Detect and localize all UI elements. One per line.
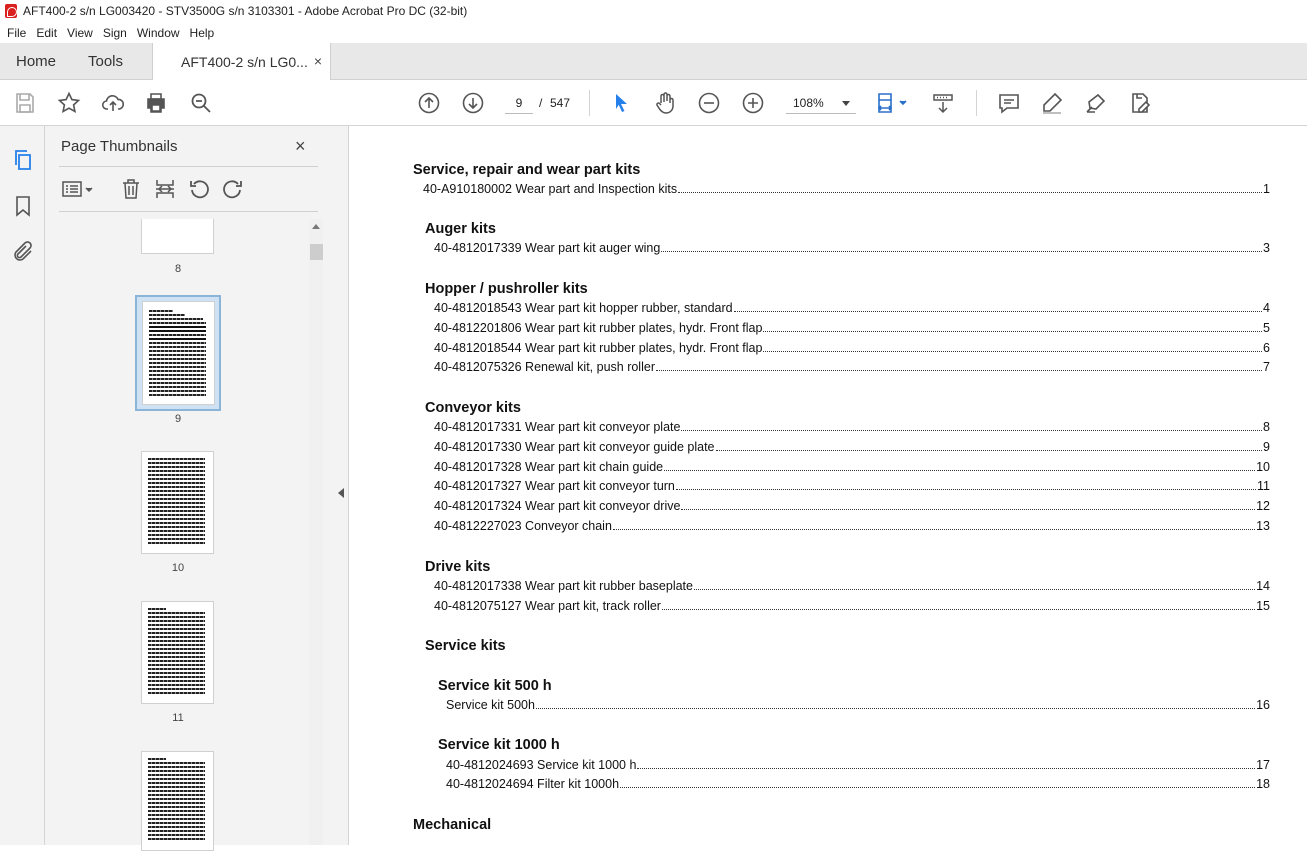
toc-page-number: 8 <box>1263 420 1270 434</box>
toc-leader-dots <box>763 331 1262 332</box>
thumbnail-page-number: 9 <box>174 413 182 425</box>
toc-page-number: 13 <box>1256 519 1270 533</box>
toc-entry[interactable] <box>434 499 1270 513</box>
toc-page-number: 15 <box>1256 599 1270 613</box>
toc-page-number: 6 <box>1263 341 1270 355</box>
toc-leader-dots <box>536 708 1255 709</box>
toc-entry[interactable] <box>434 360 1270 374</box>
main-toolbar <box>0 80 1307 126</box>
toc-leader-dots <box>681 430 1262 431</box>
page-number-input[interactable]: 9 <box>505 92 533 114</box>
zoom-search-icon[interactable] <box>189 91 213 115</box>
toc-leader-dots <box>661 251 1262 252</box>
toc-page-number: 12 <box>1256 499 1270 513</box>
tab-document[interactable] <box>152 43 331 81</box>
toc-entry[interactable] <box>434 579 1270 593</box>
toc-entry[interactable] <box>434 599 1270 613</box>
zoom-out-icon[interactable] <box>697 91 721 115</box>
menu-file[interactable]: File <box>7 25 27 40</box>
toc-entry-title: 40-4812024694 Filter kit 1000h <box>446 777 620 791</box>
toc-leader-dots <box>734 311 1262 312</box>
toc-page-number: 7 <box>1263 360 1270 374</box>
highlight-pen-icon[interactable] <box>1040 91 1064 115</box>
toc-entry-title: 40-4812075326 Renewal kit, push roller <box>434 360 655 374</box>
toc-heading: Drive kits <box>425 559 491 575</box>
extract-pages-icon[interactable] <box>154 178 176 200</box>
toc-page-number: 11 <box>1257 479 1270 493</box>
upload-cloud-icon[interactable] <box>101 91 125 115</box>
toc-entry-title: 40-4812018543 Wear part kit hopper rubber, standard <box>434 301 733 315</box>
toc-leader-dots <box>763 351 1262 352</box>
page-separator: / <box>539 96 543 110</box>
toc-leader-dots <box>716 450 1263 451</box>
page-thumbnails-panel <box>45 126 333 845</box>
select-cursor-icon[interactable] <box>609 91 633 115</box>
toc-entry-title: 40-4812017330 Wear part kit conveyor guide plate <box>434 440 715 454</box>
toc-heading: Mechanical <box>413 817 492 833</box>
toc-page-number: 18 <box>1256 777 1270 791</box>
toc-entry[interactable] <box>423 182 1270 196</box>
toc-leader-dots <box>678 192 1262 193</box>
toc-entry[interactable] <box>434 321 1270 335</box>
page-thumbnails-icon[interactable] <box>11 148 35 172</box>
toc-entry-title: 40-4812017327 Wear part kit conveyor turn <box>434 479 675 493</box>
attachments-paperclip-icon[interactable] <box>11 240 35 264</box>
menu-help[interactable]: Help <box>189 25 215 40</box>
toc-leader-dots <box>656 370 1262 371</box>
toc-heading: Service, repair and wear part kits <box>413 162 641 178</box>
page-thumbnail[interactable] <box>141 601 214 704</box>
thumbnail-page-number: 8 <box>174 263 182 275</box>
previous-page-icon[interactable] <box>417 91 441 115</box>
menu-edit[interactable]: Edit <box>36 25 58 40</box>
menu-sign[interactable]: Sign <box>102 25 127 40</box>
zoom-in-icon[interactable] <box>741 91 765 115</box>
rotate-counterclockwise-icon[interactable] <box>188 178 210 200</box>
comment-icon[interactable] <box>997 91 1021 115</box>
toc-entry[interactable] <box>446 777 1270 791</box>
page-thumbnail[interactable] <box>141 219 214 254</box>
toc-entry[interactable] <box>434 301 1270 315</box>
scrollbar-thumb[interactable] <box>310 244 323 260</box>
toc-entry-title: Service kit 500h <box>446 698 535 712</box>
save-icon[interactable] <box>13 91 37 115</box>
thumbnail-page-number: 11 <box>172 712 184 724</box>
panel-splitter[interactable] <box>333 126 349 845</box>
thumbnail-options-icon[interactable] <box>61 178 95 200</box>
toc-entry[interactable] <box>434 519 1270 533</box>
page-thumbnail[interactable] <box>141 751 214 851</box>
thumbnail-scrollbar[interactable] <box>309 219 323 845</box>
toc-leader-dots <box>681 509 1255 510</box>
toc-page-number: 17 <box>1256 758 1270 772</box>
toc-entry-title: 40-4812017331 Wear part kit conveyor plate <box>434 420 681 434</box>
toc-entry-title: 40-4812075127 Wear part kit, track roller <box>434 599 661 613</box>
toc-entry[interactable] <box>446 698 1270 712</box>
tab-tools[interactable]: Tools <box>88 53 124 70</box>
panel-title: Page Thumbnails <box>61 138 178 155</box>
toc-entry[interactable] <box>434 479 1270 493</box>
acrobat-logo-icon <box>5 4 17 18</box>
menu-window[interactable]: Window <box>136 25 180 40</box>
toc-heading: Service kits <box>425 638 506 654</box>
toc-leader-dots <box>662 609 1255 610</box>
toc-entry[interactable] <box>446 758 1270 772</box>
toc-page-number: 4 <box>1263 301 1270 315</box>
toc-leader-dots <box>613 529 1255 530</box>
toc-heading: Auger kits <box>425 221 496 237</box>
document-view <box>350 126 1307 845</box>
divider <box>59 166 318 167</box>
chevron-down-icon <box>842 101 850 106</box>
toc-entry-title: 40-4812024693 Service kit 1000 h <box>446 758 637 772</box>
collapse-panel-icon[interactable] <box>338 488 344 498</box>
zoom-value: 108% <box>793 96 824 110</box>
scroll-up-icon[interactable] <box>312 224 320 229</box>
toc-heading: Service kit 1000 h <box>438 737 560 753</box>
toc-leader-dots <box>620 787 1255 788</box>
print-icon[interactable] <box>144 91 168 115</box>
toc-page-number: 9 <box>1263 440 1270 454</box>
window-title: AFT400-2 s/n LG003420 - STV3500G s/n 3103301 - Adobe Acrobat Pro DC (32-bit) <box>23 4 468 18</box>
tab-home[interactable]: Home <box>16 53 57 70</box>
divider <box>59 211 318 212</box>
toc-entry-title: 40-4812017324 Wear part kit conveyor drive <box>434 499 681 513</box>
toc-entry[interactable] <box>434 420 1270 434</box>
left-navigation-rail <box>0 126 45 845</box>
thumbnail-page-number: 10 <box>171 562 185 574</box>
edit-pdf-icon[interactable] <box>1128 91 1152 115</box>
toc-page-number: 10 <box>1256 460 1270 474</box>
toc-entry-title: 40-4812201806 Wear part kit rubber plates, hydr. Front flap <box>434 321 763 335</box>
toc-entry-title: 40-4812017328 Wear part kit chain guide <box>434 460 664 474</box>
toc-leader-dots <box>694 589 1255 590</box>
tab-document-label: AFT400-2 s/n LG0... <box>181 54 308 70</box>
toc-leader-dots <box>637 768 1255 769</box>
toc-page-number: 1 <box>1263 182 1270 196</box>
panel-close-icon[interactable]: × <box>295 136 306 156</box>
toc-entry[interactable] <box>434 460 1270 474</box>
toc-leader-dots <box>676 489 1256 490</box>
next-page-icon[interactable] <box>461 91 485 115</box>
delete-page-icon[interactable] <box>120 178 142 200</box>
toc-heading: Service kit 500 h <box>438 678 552 694</box>
toc-leader-dots <box>664 470 1255 471</box>
tab-bar <box>0 43 1307 80</box>
toc-entry-title: 40-A910180002 Wear part and Inspection kits <box>423 182 678 196</box>
page-fit-icon[interactable] <box>876 91 912 115</box>
toolbar-divider <box>976 90 977 116</box>
title-bar <box>0 0 1307 22</box>
sign-pen-icon[interactable] <box>1084 91 1108 115</box>
toc-entry-title: 40-4812018544 Wear part kit rubber plates, hydr. Front flap <box>434 341 763 355</box>
toolbar-divider <box>589 90 590 116</box>
bookmark-star-icon[interactable] <box>57 91 81 115</box>
scroll-mode-icon[interactable] <box>931 91 955 115</box>
bookmarks-icon[interactable] <box>11 194 35 218</box>
menu-bar <box>0 22 1307 43</box>
toc-entry[interactable] <box>434 440 1270 454</box>
page-thumbnail[interactable] <box>141 451 214 554</box>
toc-entry-title: 40-4812227023 Conveyor chain <box>434 519 612 533</box>
toc-heading: Conveyor kits <box>425 400 521 416</box>
toc-entry[interactable] <box>434 341 1270 355</box>
rotate-clockwise-icon[interactable] <box>222 178 244 200</box>
zoom-select[interactable] <box>786 92 856 114</box>
hand-tool-icon[interactable] <box>653 91 677 115</box>
toc-page-number: 14 <box>1256 579 1270 593</box>
page-thumbnail[interactable] <box>142 301 215 405</box>
toc-entry[interactable] <box>434 241 1270 255</box>
toc-entry-title: 40-4812017339 Wear part kit auger wing <box>434 241 661 255</box>
toc-page-number: 3 <box>1263 241 1270 255</box>
tab-close-icon[interactable]: × <box>313 53 322 69</box>
toc-page-number: 5 <box>1263 321 1270 335</box>
toc-heading: Hopper / pushroller kits <box>425 281 588 297</box>
toc-entry-title: 40-4812017338 Wear part kit rubber baseplate <box>434 579 693 593</box>
menu-view[interactable]: View <box>67 25 93 40</box>
page-total: 547 <box>550 96 571 110</box>
toc-page-number: 16 <box>1256 698 1270 712</box>
